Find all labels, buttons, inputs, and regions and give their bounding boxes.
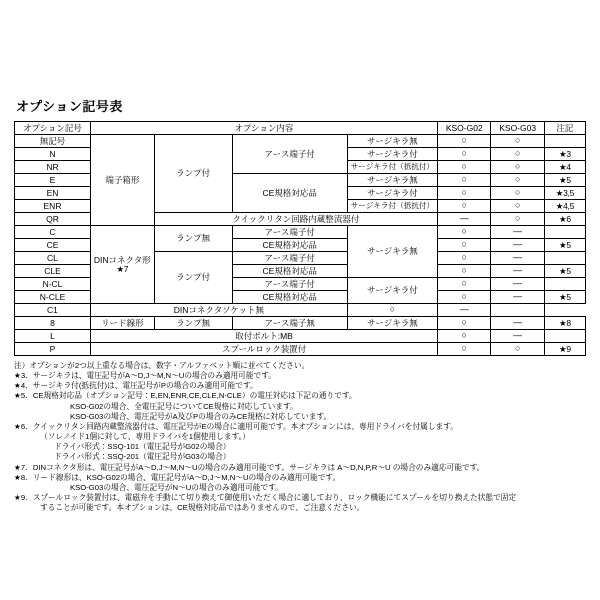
page-title: オプション記号表 <box>16 99 123 114</box>
table-row <box>15 330 586 343</box>
table-row <box>15 135 586 148</box>
notes-section <box>14 361 586 513</box>
cell-note: ★4 <box>544 161 585 174</box>
cell-note <box>544 330 585 343</box>
note-body: DINコネクタ形は、電圧記号がA〜D,J〜M,N〜Uの場合のみ適用可能です。サージキラは A〜D,N,P,R〜U の場合のみ適応可能です。 <box>32 462 485 472</box>
cell-kso-g03: — <box>491 291 544 304</box>
note-body: リード線形は、KSO-G02の場合、電圧記号がA〜D,J〜M,N〜Uの場合のみ適用可能です。 <box>32 472 341 482</box>
note-lead: ★7． <box>14 462 33 472</box>
cell-note: ★4,5 <box>544 200 585 213</box>
cell-kso-g02: — <box>438 213 491 226</box>
cell-note <box>544 135 585 148</box>
note-lead: ★9． <box>14 493 33 503</box>
note-body: クイックリタン回路内蔵整流器付は、電圧記号がEの場合に適用可能です。本オプションには、専用ドライバを付属します。 <box>32 421 458 431</box>
cell-ce-compliant: CE規格対応品 <box>232 265 347 278</box>
cell-kso-g03: — <box>491 252 544 265</box>
note-lead: ★5． <box>14 391 33 401</box>
cell-note <box>491 304 544 317</box>
cell-kso-g02: ○ <box>438 278 491 291</box>
cell-code: ENR <box>15 200 91 213</box>
note-item <box>14 493 586 503</box>
cell-quick-return: クイックリタン回路内蔵整流器付 <box>154 213 437 226</box>
cell-lamp-none: ランプ無 <box>154 317 232 330</box>
note-body: サージキラは、電圧記号がA〜D,J〜M,N〜Uの場合のみ適用可能です。 <box>32 371 276 381</box>
cell-code: 無記号 <box>15 135 91 148</box>
cell-kso-g03: ○ <box>491 161 544 174</box>
note-lead: 注） <box>14 361 30 370</box>
note-item <box>14 361 586 371</box>
cell-code: N-CLE <box>15 291 91 304</box>
note-body: KSO-G02の場合、全電圧記号についてCE規格に対応しています。 <box>70 401 298 411</box>
cell-note: ★5 <box>544 265 585 278</box>
cell-mounting-bolt: 取付ボルト:MB <box>90 330 437 343</box>
note-item <box>14 391 586 401</box>
cell-surge: サージキラ付 <box>347 148 437 161</box>
header-kso-g02: KSO-G02 <box>438 122 491 135</box>
table-row <box>15 343 586 356</box>
cell-kso-g02: ○ <box>438 187 491 200</box>
cell-surge: サージキラ無 <box>347 135 437 148</box>
cell-code: C <box>15 226 91 239</box>
cell-kso-g02: ○ <box>438 226 491 239</box>
note-item <box>14 452 586 462</box>
cell-code: QR <box>15 213 91 226</box>
note-item <box>14 412 586 422</box>
table-row <box>15 304 586 317</box>
note-body: することが可能です。本オプションは、CE規格対応品ではありませんので、ご注意ください。 <box>40 503 365 513</box>
cell-kso-g03: — <box>491 239 544 252</box>
cell-ce-compliant: CE規格対応品 <box>232 239 347 252</box>
cell-group-terminal-box: 端子箱形 <box>90 135 154 226</box>
cell-spool-lock: スプールロック装置付 <box>90 343 437 356</box>
cell-lamp: ランプ付 <box>154 135 232 213</box>
cell-code: N <box>15 148 91 161</box>
header-option-code: オプション記号 <box>15 122 91 135</box>
cell-kso-g03: ○ <box>491 187 544 200</box>
cell-lamp-on: ランプ付 <box>154 252 232 304</box>
cell-kso-g02: ○ <box>438 174 491 187</box>
note-item <box>14 473 586 483</box>
cell-kso-g03: — <box>491 265 544 278</box>
cell-kso-g03: ○ <box>491 200 544 213</box>
cell-kso-g02: ○ <box>438 252 491 265</box>
cell-code: 8 <box>15 317 91 330</box>
cell-kso-g02: ○ <box>438 317 491 330</box>
cell-kso-g03: — <box>491 226 544 239</box>
note-item <box>14 402 586 412</box>
cell-kso-g02: ○ <box>347 304 437 317</box>
note-item <box>14 371 586 381</box>
note-item <box>14 483 586 493</box>
note-item <box>14 422 586 432</box>
cell-kso-g02: ○ <box>438 148 491 161</box>
option-symbol-table <box>14 121 586 356</box>
cell-no-din-socket: DINコネクタソケット無 <box>90 304 347 317</box>
cell-earth-terminal: アース端子付 <box>232 226 347 239</box>
option-symbol-table-page <box>14 96 586 513</box>
cell-kso-g03: — <box>438 304 491 317</box>
cell-kso-g03: ○ <box>491 343 544 356</box>
note-item <box>14 503 586 513</box>
cell-kso-g03: ○ <box>491 174 544 187</box>
cell-kso-g03: — <box>491 278 544 291</box>
cell-group-lead-wire: リード線形 <box>90 317 154 330</box>
cell-note <box>544 252 585 265</box>
cell-kso-g03: ○ <box>491 213 544 226</box>
cell-kso-g02: ○ <box>438 291 491 304</box>
cell-surge: サージキラ付（抵抗付） <box>347 161 437 174</box>
cell-code: CE <box>15 239 91 252</box>
cell-earth-terminal: アース端子付 <box>232 252 347 265</box>
cell-kso-g02: ○ <box>438 330 491 343</box>
note-lead: ★6． <box>14 421 33 431</box>
cell-note: ★5 <box>544 239 585 252</box>
cell-note: ★5 <box>544 291 585 304</box>
cell-kso-g03: ○ <box>491 148 544 161</box>
note-body: CE規格対応品（オプション記号：E,EN,ENR,CE,CLE,N-CLE）の電圧対応は下記の通りです。 <box>32 391 357 401</box>
note-item <box>14 432 586 442</box>
table-row <box>15 226 586 239</box>
cell-note: ★8 <box>544 317 585 330</box>
header-option-content: オプション内容 <box>90 122 437 135</box>
cell-code: CL <box>15 252 91 265</box>
cell-kso-g03: — <box>491 317 544 330</box>
cell-group-din-connector-note: ★7 <box>116 263 129 274</box>
cell-kso-g02: ○ <box>438 343 491 356</box>
cell-group-din-connector <box>90 226 154 304</box>
cell-earth-terminal: アース端子付 <box>232 278 347 291</box>
cell-earth-terminal: アース端子付 <box>232 135 347 174</box>
header-kso-g03: KSO-G03 <box>491 122 544 135</box>
note-lead: ★8． <box>14 472 33 482</box>
cell-surge: サージキラ付 <box>347 187 437 200</box>
note-item <box>14 442 586 452</box>
cell-code: E <box>15 174 91 187</box>
cell-note <box>544 278 585 291</box>
cell-surge: サージキラ付（抵抗付） <box>347 200 437 213</box>
cell-kso-g02: ○ <box>438 161 491 174</box>
note-body: スプールロック装置付は、電磁弁を手動にて切り換えて御使用いただく場合に適しており、ロック機能にてスプールを切り換えた状態で固定 <box>32 493 517 503</box>
cell-code: P <box>15 343 91 356</box>
cell-note: ★3 <box>544 148 585 161</box>
cell-code: N-CL <box>15 278 91 291</box>
note-body: サージキラ付(抵抗付)は、電圧記号がPの場合のみ適用可能です。 <box>32 381 258 391</box>
cell-note: ★3,5 <box>544 187 585 200</box>
cell-note: ★9 <box>544 343 585 356</box>
cell-ce-compliant: CE規格対応品 <box>232 291 347 304</box>
cell-ce-compliant: CE規格対応品 <box>232 174 347 213</box>
cell-no-earth-terminal: アース端子無 <box>232 317 347 330</box>
note-body: KSO-G03の場合、電圧記号がA及びPの場合のみCE規格に対応しています。 <box>70 411 332 421</box>
cell-surge: サージキラ無 <box>347 317 437 330</box>
cell-kso-g02: ○ <box>438 239 491 252</box>
note-body: （ソレノイド1個に対して、専用ドライバを1個使用します。） <box>40 432 251 442</box>
cell-group-din-connector-line1: DINコネクタ形 <box>93 254 151 265</box>
note-body: ドライバ形式：SSQ-101（電圧記号がG02の場合） <box>54 442 231 452</box>
cell-surge: サージキラ無 <box>347 226 437 278</box>
cell-surge: サージキラ無 <box>347 174 437 187</box>
cell-note: ★6 <box>544 213 585 226</box>
note-lead: ★4． <box>14 381 33 391</box>
cell-code: EN <box>15 187 91 200</box>
cell-code: L <box>15 330 91 343</box>
cell-kso-g02: ○ <box>438 200 491 213</box>
note-body: KSO-G03の場合、電圧記号がN〜Uの場合のみ適用可能です。 <box>70 482 283 492</box>
cell-kso-g02: ○ <box>438 135 491 148</box>
cell-code: CLE <box>15 265 91 278</box>
note-lead: ★3． <box>14 371 33 381</box>
cell-code: NR <box>15 161 91 174</box>
table-row <box>15 317 586 330</box>
note-body: ドライバ形式：SSQ-201（電圧記号がG03の場合） <box>54 452 231 462</box>
table-header-row <box>15 122 586 135</box>
cell-surge: サージキラ付 <box>347 278 437 304</box>
cell-kso-g02: ○ <box>438 265 491 278</box>
cell-kso-g03: ○ <box>491 135 544 148</box>
header-note: 注記 <box>544 122 585 135</box>
cell-note <box>544 226 585 239</box>
cell-code: C1 <box>15 304 91 317</box>
note-item <box>14 381 586 391</box>
cell-kso-g03: — <box>491 330 544 343</box>
cell-lamp-none: ランプ無 <box>154 226 232 252</box>
cell-note: ★5 <box>544 174 585 187</box>
note-body: オプションが2つ以上重なる場合は、数字・アルファベット順に並べてください。 <box>29 361 310 370</box>
note-item <box>14 463 586 473</box>
